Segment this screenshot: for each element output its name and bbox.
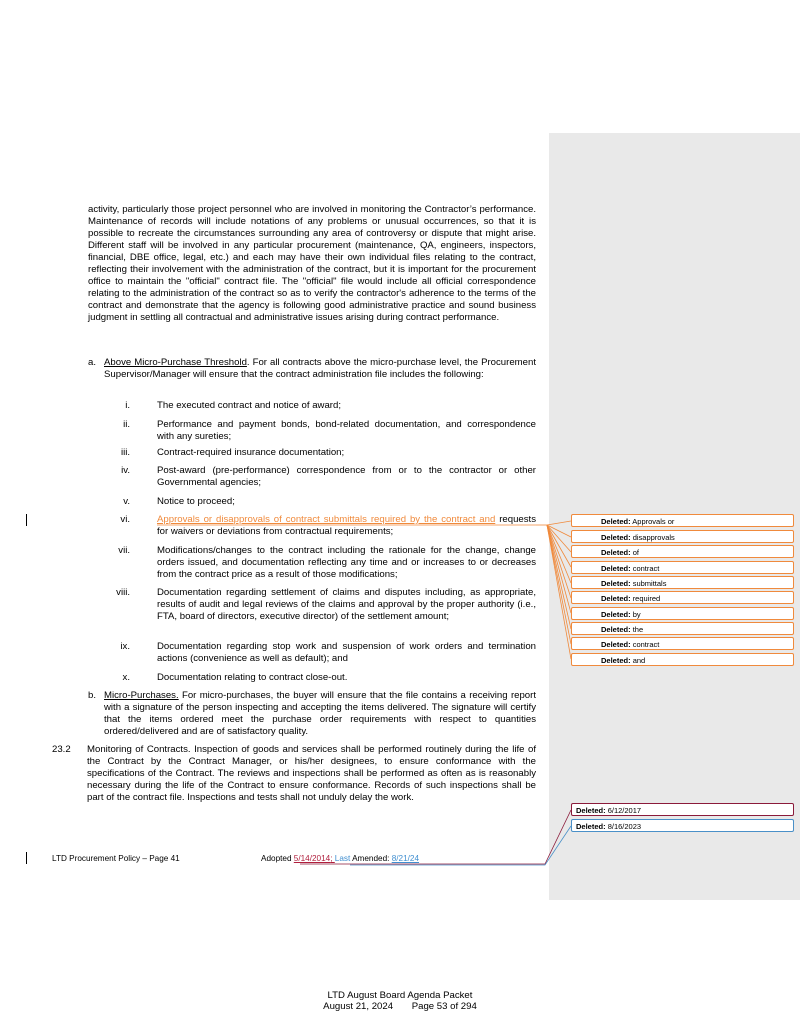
comment-text: of [632,548,639,557]
comment-text: and [632,656,646,665]
comment-balloon[interactable] [571,514,794,527]
list-item-text: Contract-required insurance documentation; [157,447,345,458]
list-item-text: Modifications/changes to the contract including the rationale for the change, change orders issued, and documentation reflecting any time and or increases to or decreases from the contract price as a result of those modifications; [157,545,536,580]
list-item-text: Documentation relating to contract close-out. [157,672,348,683]
list-item-text: Notice to proceed; [157,496,235,507]
comment-balloon[interactable] [571,622,794,635]
comment-text: contract [632,564,660,573]
item-a-letter: a. [88,357,97,368]
section-23-2 [52,744,536,804]
footer-page-label: LTD Procurement Policy – Page 41 [52,854,180,863]
comment-label: Deleted: [576,806,606,815]
item-a [88,357,536,381]
footer-adopted-date: 5/14/2014 [293,854,331,863]
comment-label: Deleted: [601,656,631,665]
comment-label: Deleted: [601,548,631,557]
list-item-number: x. [122,672,130,683]
footer-amended-date: 8/21/24 [391,854,420,863]
comment-balloon[interactable] [571,545,794,558]
caption-line2 [0,1001,800,1012]
list-item-number: iv. [121,465,130,476]
item-a-text: . For all contracts above the micro-purchase level, the Procurement Supervisor/Manager will ensure that the contract administration file includes the following: [104,357,536,380]
footer-last-label: Last [334,854,351,863]
item-b [88,690,536,738]
section-text: Monitoring of Contracts. Inspection of goods and services shall be performed routinely during the life of the Contract by the Contract Manager, or his/her designees, to ensure conformance with the specifications of the Contract. The reviews and inspections shall be performed as often as is reasonably necessary during the life of the Contract to ensure conformance. Records of such inspections shall be part of the contract file. Inspections and tests shall not unduly delay the work. [87,744,536,803]
bottom-caption [0,990,800,1012]
comment-text: by [632,610,641,619]
list-item-number: iii. [120,447,130,458]
list-item-number: vii. [118,545,130,556]
intro-paragraph-text: activity, particularly those project personnel who are involved in monitoring the Contractor’s performance. Maintenance of records will include notations of any problems or unusual occurrences, so that it is possible to recreate the circumstances surrounding any area of controversy or dispute that might arise. Different staff will be involved in any particular procurement (maintenance, QA, engineers, inspectors, financial, DBE office, legal, etc.) and each may have their own individual files relating to the contract, reflecting their involvement with the administration of the contract, but it is important for the procurement office to maintain the "official" contract file. The "official" file would include all official correspondence relating to the administration of the contract so as to verify the contractor's adherence to the terms of the contract and demonstrate that the agency is following good administrative practice and sound business judgment in settling all contractual and administrative issues arising during contract performance. [88,204,536,323]
footer-adopted-label: Adopted [261,854,294,863]
list-item-text: Post-award (pre-performance) correspondence from or to the contractor or other Governmental agencies; [157,465,536,488]
list-item-text: Documentation regarding settlement of claims and disputes including, as appropriate, results of audit and legal reviews of the claims and approval by the proper authority (i.e., FTA, board of directors, executive director) of the settlement amount; [157,587,536,622]
comment-balloon[interactable] [571,591,794,604]
list-item-number: v. [123,496,130,507]
comment-balloon[interactable] [571,607,794,620]
comment-balloon[interactable] [571,653,794,666]
comment-balloon[interactable] [571,576,794,589]
footer-amended-label: Amended: [350,854,392,863]
caption-line1: LTD August Board Agenda Packet [327,990,473,1001]
comment-balloon[interactable] [571,561,794,574]
section-number: 23.2 [52,744,71,755]
comment-label: Deleted: [601,594,631,603]
comment-balloon[interactable] [571,637,794,650]
comment-balloon[interactable] [571,819,794,832]
caption-date: August 21, 2024 [323,1001,394,1012]
intro-paragraph [88,204,536,324]
comment-text: contract [632,640,660,649]
footer-revision [261,853,419,864]
comment-balloon[interactable] [571,530,794,543]
list-item-number: viii. [116,587,130,598]
comment-label: Deleted: [601,625,631,634]
comment-label: Deleted: [601,579,631,588]
comment-label: Deleted: [576,822,606,831]
comment-label: Deleted: [601,564,631,573]
list-item-text [157,514,536,538]
list-item-text: The executed contract and notice of award; [157,400,341,411]
comment-label: Deleted: [601,610,631,619]
comment-label: Deleted: [601,640,631,649]
comment-text: submittals [632,579,667,588]
comment-text: required [632,594,661,603]
comment-text: 8/16/2023 [607,822,642,831]
change-bar [26,514,27,526]
comment-balloon[interactable] [571,803,794,816]
change-bar [26,852,27,864]
caption-page: Page 53 of 294 [411,1001,477,1012]
list-item-text: Documentation regarding stop work and suspension of work orders and termination actions (convenience as well as default); and [157,641,536,664]
list-item-text-rest: requests for waivers or deviations from contractual requirements; [157,514,536,537]
comment-text: disapprovals [632,533,675,542]
item-a-heading: Above Micro-Purchase Threshold [104,357,247,368]
deleted-text: Approvals or disapprovals of contract submittals required by the contract and [157,514,496,525]
comment-label: Deleted: [601,517,631,526]
list-item-text: Performance and payment bonds, bond-related documentation, and correspondence with any sureties; [157,419,536,442]
item-b-letter: b. [88,690,97,701]
list-item-number: vi. [120,514,130,525]
comment-text: 6/12/2017 [607,806,642,815]
comment-text: the [632,625,644,634]
comment-text: Approvals or [632,517,675,526]
item-b-text: For micro-purchases, the buyer will ensure that the file contains a receiving report with a signature of the person inspecting and accepting the items delivered. The signature will certify that the items ordered meet the purchase order requirements with respect to quantities ordered/delivered and are of satisfactory quality. [104,690,536,737]
item-b-heading: Micro-Purchases. [104,690,179,701]
list-item-number: ix. [120,641,130,652]
list-item-number: i. [125,400,130,411]
footer-separator: ; [330,854,335,863]
list-item-number: ii. [123,419,130,430]
comment-label: Deleted: [601,533,631,542]
